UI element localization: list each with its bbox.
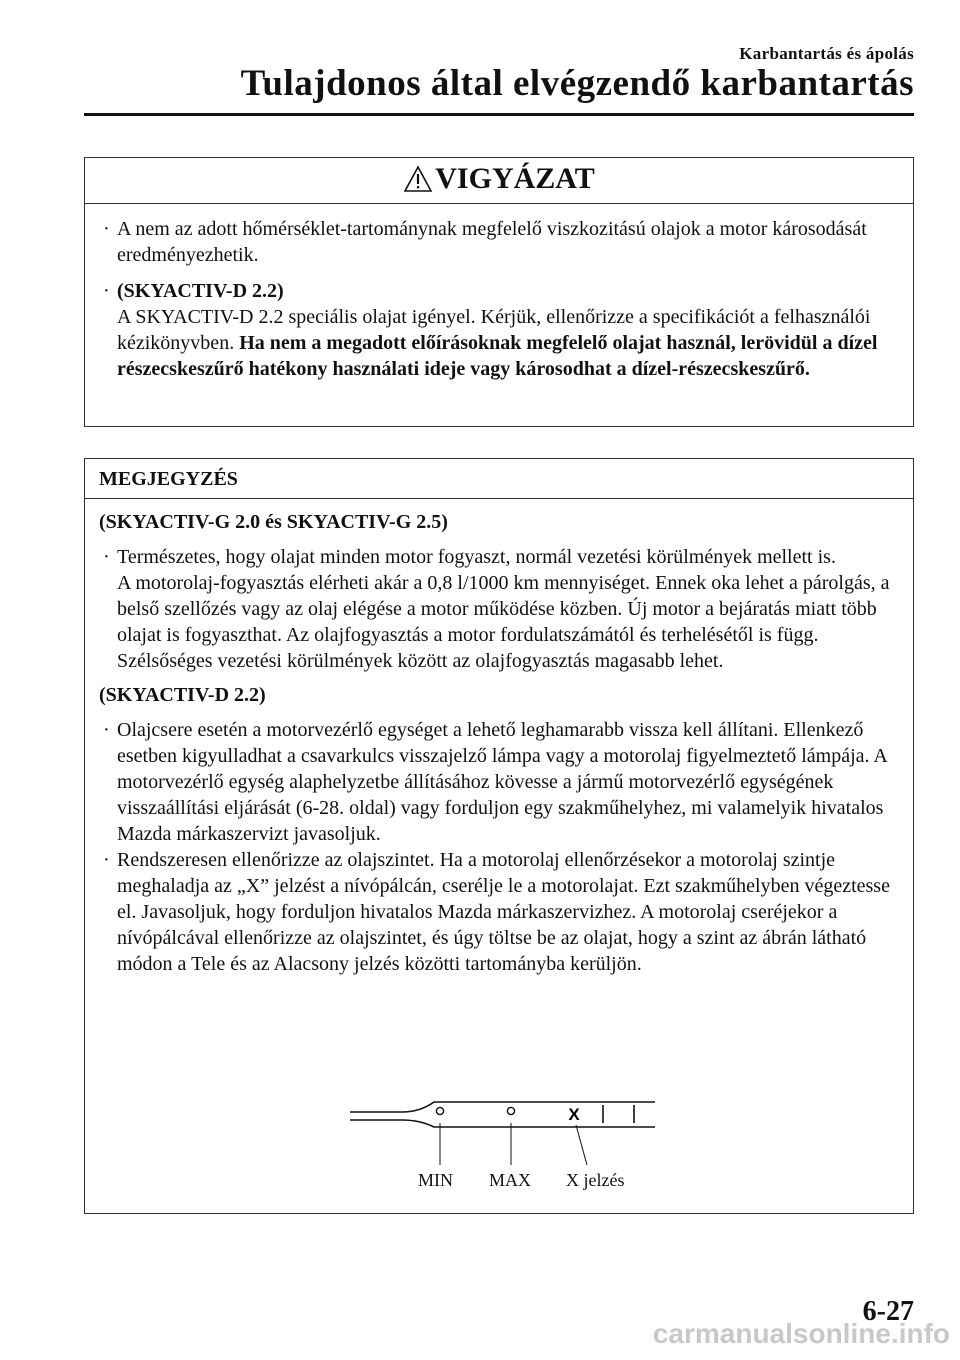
note-header: MEGJEGYZÉS [85, 459, 913, 499]
note-item-text: Természetes, hogy olajat minden motor fogyaszt, normál vezetési körülmények mellett is. [117, 546, 836, 568]
x-mark: X [568, 1105, 580, 1124]
min-label: MIN [418, 1170, 453, 1190]
caution-item: · (SKYACTIV-D 2.2) A SKYACTIV-D 2.2 speciális olajat igényel. Kérjük, ellenőrizze a specifikációt a felhasználói kézikönyvben. Ha nem a megadott előírásoknak megfelelő olajat használ, lerövidül a dízel részecskeszűrő hatékony használati ideje vagy károsodhat a dízel-részecskeszűrő. [103, 280, 878, 380]
caution-item-heading: (SKYACTIV-D 2.2) [117, 280, 284, 302]
caution-item: · A nem az adott hőmérséklet-tartománynak megfelelő viszkozitású olajok a motor károsodását eredményezhetik. [103, 218, 867, 266]
caution-item-text: A SKYACTIV-D 2.2 speciális olajat igényel. Kérjük, ellenőrizze a specifikációt a felhasználói kézikönyvben. [117, 306, 871, 354]
note-item: · Olajcsere esetén a motorvezérlő egységet a lehető leghamarabb vissza kell állítani. Ellenkező esetben kigyulladhat a csavarkulcs visszajelző lámpa vagy a motorolaj figyelmeztető lámpája. A motorvezérlő egység alaphelyzetbe állításához kövesse a jármű motorvezérlő egységének visszaállítási eljárását (6-28. oldal) vagy forduljon egy szakműhelyhez, mi valamelyik hivatalos Mazda márkaszervizt javasoljuk. [103, 719, 887, 845]
x-leader-line [576, 1125, 587, 1165]
note-item-text: Rendszeresen ellenőrizze az olajszintet. Ha a motorolaj ellenőrzésekor a motorolaj szintje meghaladja az „X” jelzést a nívópálcán, cserélje le a motorolajat. Ezt szakműhelyben végeztesse el. Javasoljuk, hogy forduljon hivatalos Mazda márkaszervizhez. A motorolaj cseréjekor a nívópálcával ellenőrizze az olajszintet, és úgy töltse be az olajat, hogy a szint az ábrán látható módon a Tele és az Alacsony jelzés közötti tartományba kerüljön. [117, 849, 890, 975]
caution-title: VIGYÁZAT [435, 162, 595, 195]
dipstick-top-edge [350, 1102, 655, 1112]
page-number: 6-27 [862, 1296, 914, 1327]
header-divider [84, 113, 914, 116]
min-mark [436, 1107, 443, 1114]
note-item-text: Olajcsere esetén a motorvezérlő egységet a lehető leghamarabb vissza kell állítani. Ellenkező esetben kigyulladhat a csavarkulcs visszajelző lámpa vagy a motorolaj figyelmeztető lámpája. A motorvezérlő egység alaphelyzetbe állításához kövesse a jármű motorvezérlő egységének visszaállítási eljárását (6-28. oldal) vagy forduljon egy szakműhelyhez, mi valamelyik hivatalos Mazda márkaszervizt javasoljuk. [117, 719, 887, 845]
warning-triangle-icon [403, 165, 433, 193]
note-item-text: A motorolaj-fogyasztás elérheti akár a 0,8 l/1000 km mennyiséget. Ennek oka lehet a párolgás, a belső szellőzés vagy az olaj elégése a motor működése közben. Új motor a bejáratás miatt több olajat is fogyaszthat. Az olajfogyasztás a motor fordulatszámától és terhelésétől is függ. Szélsőséges vezetési körülmények között az olajfogyasztás magasabb lehet. [117, 572, 890, 672]
dipstick-bottom-edge [350, 1120, 655, 1127]
caution-box [84, 157, 914, 427]
note-item: · Természetes, hogy olajat minden motor fogyaszt, normál vezetési körülmények mellett is. A motorolaj-fogyasztás elérheti akár a 0,8 l/1000 km mennyiséget. Ennek oka lehet a párolgás, a belső szellőzés vagy az olaj elégése a motor működése közben. Új motor a bejáratás miatt több olajat is fogyaszthat. Az olajfogyasztás a motor fordulatszámától és terhelésétől is függ. Szélsőséges vezetési körülmények között az olajfogyasztás magasabb lehet. [103, 546, 890, 672]
note-item: · Rendszeresen ellenőrizze az olajszintet. Ha a motorolaj ellenőrzésekor a motorolaj szintje meghaladja az „X” jelzést a nívópálcán, cserélje le a motorolajat. Ezt szakműhelyben végeztesse el. Javasoljuk, hogy forduljon hivatalos Mazda márkaszervizhez. A motorolaj cseréjekor a nívópálcával ellenőrizze az olajszintet, és úgy töltse be az olajat, hogy a szint az ábrán látható módon a Tele és az Alacsony jelzés közötti tartományba kerüljön. [103, 849, 890, 975]
max-label: MAX [489, 1170, 532, 1190]
watermark: carmanualsonline.info [652, 1318, 950, 1349]
caution-item-bold-text: Ha nem a megadott előírásoknak megfelelő olajat használ, lerövidül a dízel részecskeszűrő hatékony használati ideje vagy károsodhat a dízel-részecskeszűrő. [117, 332, 878, 380]
page-title: Tulajdonos által elvégzendő karbantartás [240, 63, 914, 104]
note-section-heading: (SKYACTIV-D 2.2) [99, 684, 266, 706]
caution-header [85, 158, 913, 204]
max-mark [507, 1107, 514, 1114]
caution-item-text: A nem az adott hőmérséklet-tartománynak megfelelő viszkozitású olajok a motor károsodását eredményezhetik. [117, 218, 867, 266]
note-section-heading: (SKYACTIV-G 2.0 és SKYACTIV-G 2.5) [99, 511, 448, 533]
x-mark-label: X jelzés [566, 1170, 625, 1190]
section-label: Karbantartás és ápolás [739, 44, 914, 63]
